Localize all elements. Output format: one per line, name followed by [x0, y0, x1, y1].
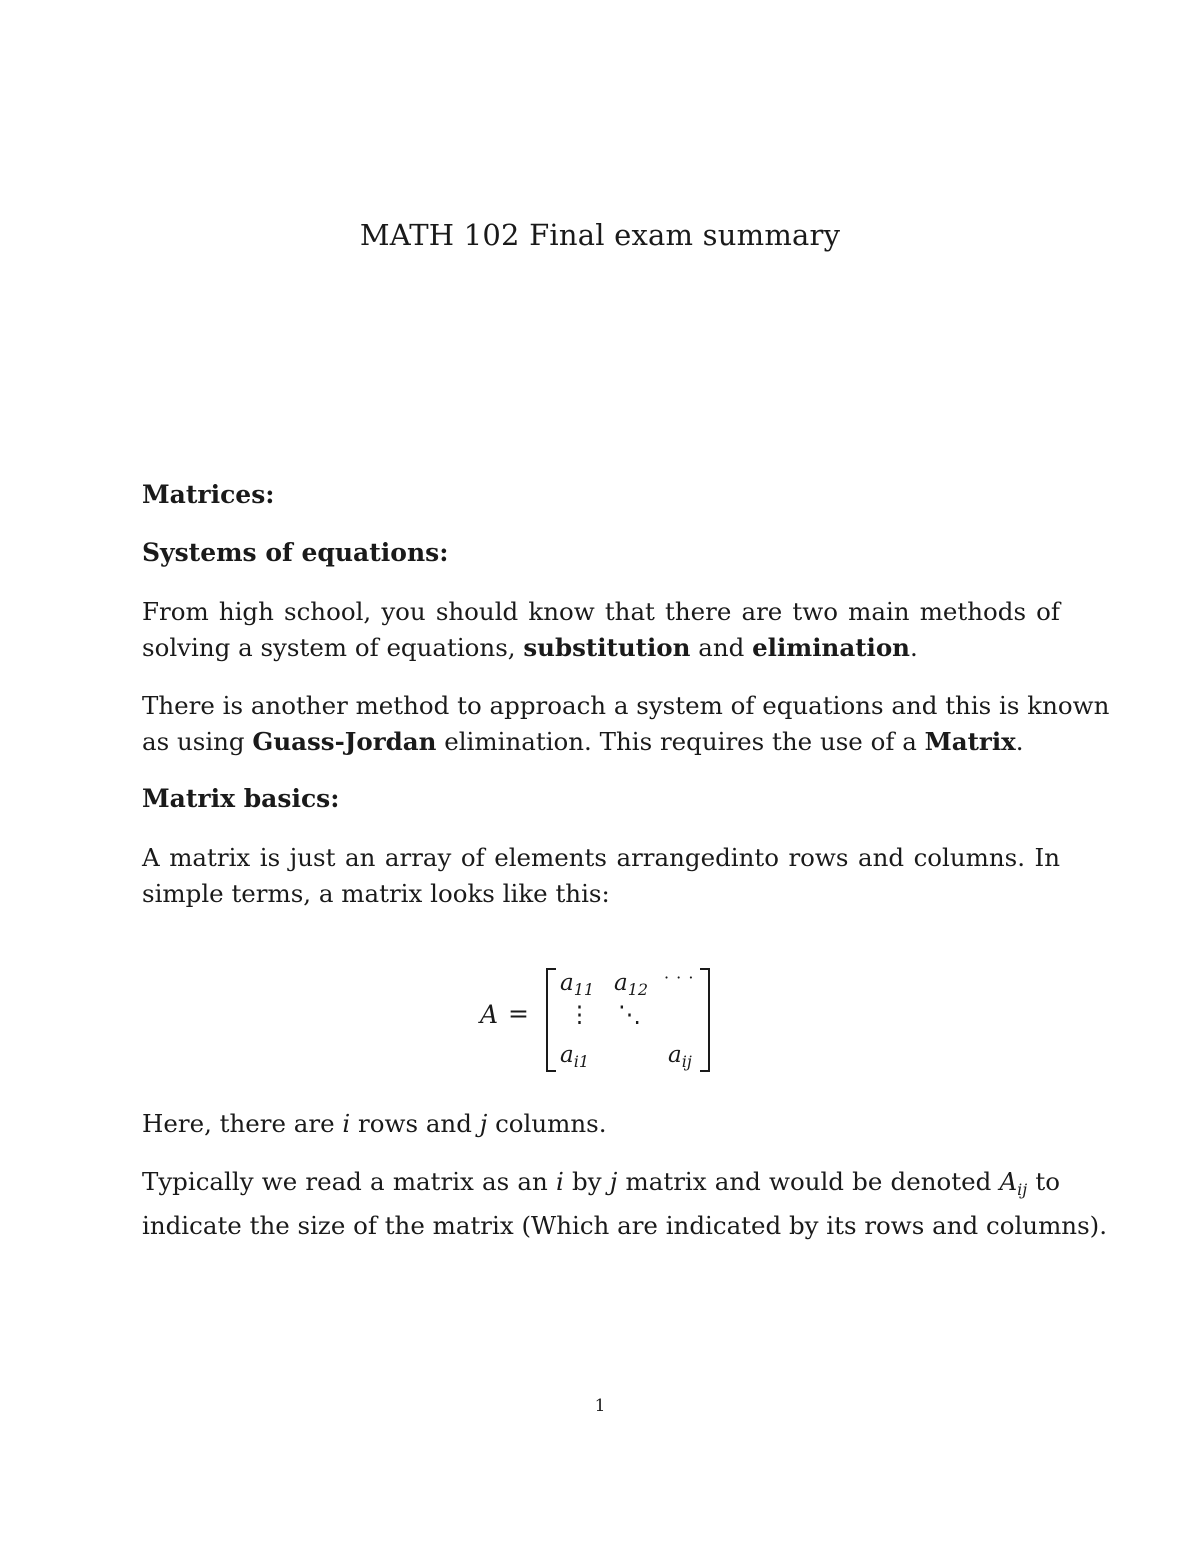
math-A: A: [999, 1167, 1018, 1196]
diagonal-dots: ⋱: [618, 1002, 641, 1028]
left-bracket: [546, 968, 556, 1072]
bold-term-guass-jordan: Guass-Jordan: [252, 727, 437, 756]
paragraph-matrix-definition: [142, 840, 1060, 912]
matrix-equation: [480, 962, 720, 1074]
matrix-entry-aij: $a_{ij}$: [668, 1042, 692, 1071]
math-j: j: [479, 1109, 488, 1138]
bold-term-substitution: substitution: [523, 633, 691, 662]
heading-matrix-basics: Matrix basics:: [142, 784, 340, 813]
math-subscript-ij: ij: [1017, 1180, 1028, 1199]
paragraph-line: as using Guass-Jordan elimination. This requires the use of a Matrix.: [142, 727, 1024, 756]
paragraph-line: indicate the size of the matrix (Which are indicated by its rows and columns).: [142, 1211, 1108, 1240]
paragraph-line: solving a system of equations, substitution and elimination.: [142, 633, 918, 662]
paragraph-matrix-notation: [142, 1164, 1108, 1244]
paragraph-rows-columns: [142, 1106, 1060, 1142]
page-title: MATH 102 Final exam summary: [359, 218, 841, 252]
paragraph-line: From high school, you should know that there are two main methods of: [142, 597, 1060, 626]
math-j: j: [609, 1167, 618, 1196]
paragraph-line: Typically we read a matrix as an i by j matrix and would be denoted $A_{ij}$ to: [142, 1167, 1061, 1199]
paragraph-line: Here, there are i rows and j columns.: [142, 1109, 607, 1138]
heading-systems-of-equations: Systems of equations:: [142, 538, 449, 567]
paragraph-line: simple terms, a matrix looks like this:: [142, 879, 610, 908]
paragraph-systems-methods: [142, 594, 1060, 666]
bold-term-elimination: elimination: [752, 633, 910, 662]
equals-sign: =: [508, 999, 529, 1028]
matrix-entry-a12: $a_{12}$: [614, 970, 649, 999]
horizontal-dots: · · ·: [664, 968, 695, 987]
paragraph-line: A matrix is just an array of elements arrangedinto rows and columns. In: [142, 843, 1060, 872]
heading-matrices: Matrices:: [142, 480, 275, 509]
page-number: 1: [594, 1396, 606, 1416]
math-i: i: [342, 1109, 351, 1138]
math-i: i: [555, 1167, 564, 1196]
matrix-entry-ai1: $a_{i1}$: [560, 1042, 590, 1071]
bold-term-matrix: Matrix: [924, 727, 1016, 756]
right-bracket: [700, 968, 710, 1072]
matrix-name: A: [480, 1000, 499, 1029]
paragraph-line: There is another method to approach a system of equations and this is known: [142, 691, 1110, 720]
vertical-dots: ⋮: [568, 1002, 591, 1028]
matrix-entry-a11: $a_{11}$: [560, 970, 595, 999]
paragraph-guass-jordan: [142, 688, 1110, 760]
